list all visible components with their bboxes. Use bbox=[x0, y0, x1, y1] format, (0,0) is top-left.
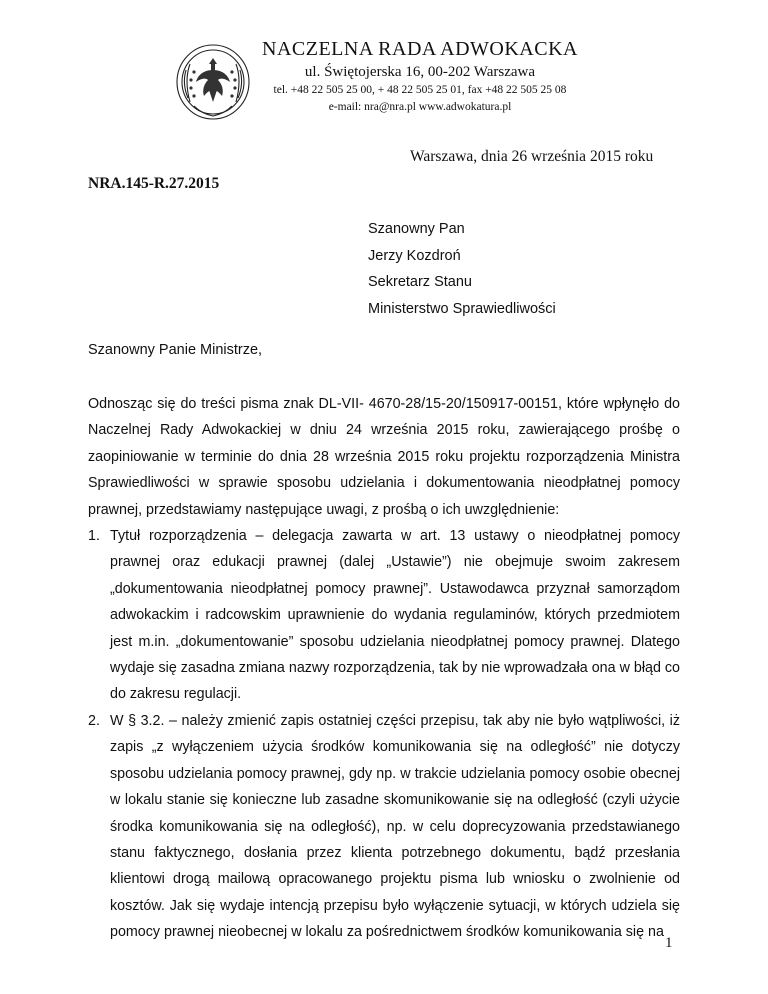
addressee-block bbox=[368, 216, 556, 322]
organization-name: NACZELNA RADA ADWOKACKA bbox=[262, 38, 578, 60]
letter-date: Warszawa, dnia 26 września 2015 roku bbox=[410, 148, 654, 165]
list-item-text: Tytuł rozporządzenia – delegacja zawarta w art. 13 ustawy o nieodpłatnej pomocy prawnej oraz edukacji prawnej (dalej „Ustawie”) nie obejmuje swoim zakresem „dokumentowania nieodpłatnej pomocy prawnej”. Ustawodawca przyznał samorządom adwokackim i radcowskim uprawnienie do wydania regulaminów, których przedmiotem jest m.in. „dokumentowanie” sposobu udzielania nieodpłatnej pomocy prawnej. Dlatego wydaje się zasadna zmiana nazwy rozporządzenia, tak by nie wprowadzała ona w błąd co do zakresu regulacji. bbox=[110, 528, 680, 703]
salutation: Szanowny Panie Ministrze, bbox=[88, 342, 263, 358]
organization-address: ul. Świętojerska 16, 00-202 Warszawa bbox=[304, 64, 536, 80]
intro-paragraph: Odnosząc się do treści pisma znak DL-VII- 4670-28/15-20/150917-00151, które wpłynęło do Naczelnej Rady Adwokackiej w dniu 24 września 2015 roku, zawierającego prośbę o zaopiniowanie w terminie do dnia 28 września 2015 roku projektu rozporządzenia Ministra Sprawiedliwości w sprawie sposobu udzielania i dokumentowania nieodpłatnej pomocy prawnej, przedstawiamy następujące uwagi, z prośbą o ich uwzględnienie: bbox=[88, 396, 680, 518]
organization-info bbox=[250, 34, 590, 116]
organization-phone: tel. +48 22 505 25 00, + 48 22 505 25 01, fax +48 22 505 25 08 bbox=[273, 84, 567, 96]
letter-body bbox=[88, 391, 680, 946]
list-item-number: 2. bbox=[88, 712, 100, 729]
remarks-list bbox=[88, 523, 680, 946]
bar-council-emblem-icon bbox=[172, 40, 254, 122]
addressee-line: Jerzy Kozdroń bbox=[368, 247, 461, 264]
list-item bbox=[88, 708, 680, 946]
addressee-line: Sekretarz Stanu bbox=[368, 274, 472, 290]
letterhead bbox=[172, 34, 592, 124]
organization-email: e-mail: nra@nra.pl www.adwokatura.pl bbox=[328, 101, 512, 113]
list-item bbox=[88, 523, 680, 708]
list-item-number: 1. bbox=[88, 528, 100, 545]
reference-number: NRA.145-R.27.2015 bbox=[88, 175, 220, 192]
addressee-line: Szanowny Pan bbox=[368, 221, 465, 237]
page-number: 1 bbox=[665, 935, 673, 951]
addressee-line: Ministerstwo Sprawiedliwości bbox=[368, 300, 556, 317]
list-item-text: W § 3.2. – należy zmienić zapis ostatniej części przepisu, tak aby nie było wątpliwości, iż zapis „z wyłączeniem użycia środków komunikowania się na odległość” nie dotyczy sposobu udzielania pomocy prawnej, gdy np. w trakcie udzielania pomocy osobie obecnej w lokalu stanie się konieczne lub zasadne skomunikowanie się na odległość (czyli użycie środka komunikowania się na odległość), np. w celu doprecyzowania przedstawianego stanu faktycznego, dosłania przez klienta potrzebnego dokumentu, bądź przesłania klientowi drogą mailową opracowanego projektu pisma lub wniosku o zwolnienie od kosztów. Jak się wydaje intencją przepisu było wyłączenie sytuacji, w których udziela się pomocy prawnej nieobecnej w lokalu za pośrednictwem środków komunikowania się na bbox=[110, 712, 680, 941]
